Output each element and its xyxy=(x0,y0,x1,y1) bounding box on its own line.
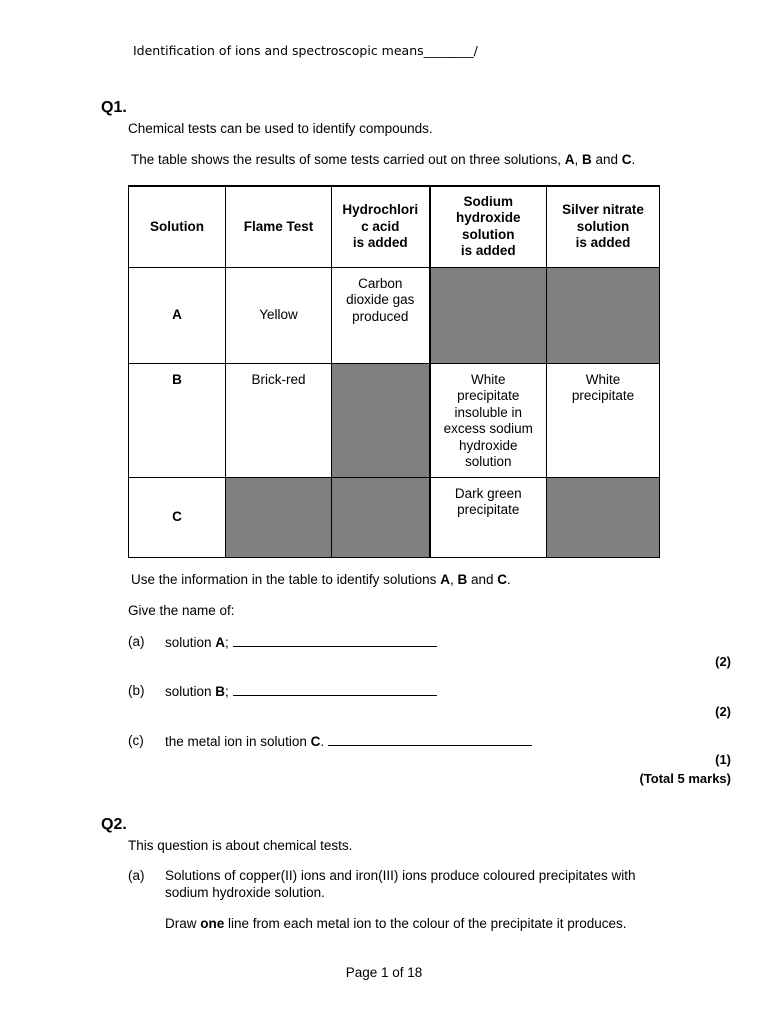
header-agno3-line-1: Silver nitrate xyxy=(562,202,644,217)
row-b-naoh xyxy=(430,363,547,477)
q2-instruction-post: line from each metal ion to the colour of the precipitate it produces. xyxy=(224,916,627,931)
answer-line-b[interactable] xyxy=(233,683,437,696)
q1-part-a-bold: A xyxy=(215,635,226,650)
row-b-naoh-line-3: insoluble in xyxy=(454,404,523,420)
row-b-naoh-line-2: precipitate xyxy=(457,388,520,403)
q1-part-c xyxy=(165,733,532,749)
header-hcl-line-2: c acid xyxy=(361,218,400,234)
row-b-hcl-shaded xyxy=(332,363,430,477)
q1-table-intro xyxy=(131,152,635,167)
q1-part-b-label: (b) xyxy=(128,683,145,698)
q1-part-a xyxy=(165,634,437,650)
header-solution: Solution xyxy=(129,186,226,267)
q1-part-b-post: ; xyxy=(225,684,229,699)
q2-instruction-bold: one xyxy=(200,916,225,931)
q1-part-a-marks: (2) xyxy=(715,654,731,669)
question-2-number: Q2. xyxy=(101,816,127,833)
q1-total-marks: (Total 5 marks) xyxy=(639,771,731,786)
table-header-row xyxy=(129,186,660,267)
document-header: Identification of ions and spectroscopic means________/ xyxy=(133,43,478,58)
q1-use-info-end: . xyxy=(506,572,511,587)
row-a-hcl-line-2: dioxide gas xyxy=(346,292,415,307)
q1-use-info xyxy=(131,572,511,587)
q1-table-intro-sep2: and xyxy=(591,152,622,167)
q1-part-c-post: . xyxy=(320,734,325,749)
q1-intro: Chemical tests can be used to identify compounds. xyxy=(128,121,433,136)
row-b-agno3-line-2: precipitate xyxy=(571,388,635,403)
table-row-a xyxy=(129,267,660,363)
header-flame-test: Flame Test xyxy=(226,186,332,267)
row-b-naoh-line-1: White xyxy=(470,371,506,387)
q1-part-b-marks: (2) xyxy=(715,704,731,719)
q1-use-info-b: B xyxy=(457,572,468,587)
q1-part-c-marks: (1) xyxy=(715,752,731,767)
q1-part-b-text: solution xyxy=(165,684,216,699)
q2-part-a-line-2: sodium hydroxide solution. xyxy=(165,885,325,900)
q1-give-name: Give the name of: xyxy=(128,603,235,618)
answer-line-a[interactable] xyxy=(233,634,437,647)
q1-use-info-text: Use the information in the table to identify solutions xyxy=(131,572,441,587)
q1-table-intro-sep1: , xyxy=(574,152,582,167)
row-c-naoh-line-1: Dark green xyxy=(454,485,522,501)
question-1-number: Q1. xyxy=(101,99,127,116)
header-naoh-line-3: solution xyxy=(462,226,515,242)
row-b-naoh-line-6: solution xyxy=(464,454,512,469)
header-naoh-line-4: is added xyxy=(460,243,516,259)
q1-part-c-bold: C xyxy=(310,734,321,749)
header-hcl-line-1: Hydrochlori xyxy=(342,202,419,217)
row-b-label: B xyxy=(129,363,226,477)
row-a-hcl-line-3: produced xyxy=(352,308,409,324)
q1-part-b-bold: B xyxy=(215,684,226,699)
q1-use-info-a: A xyxy=(440,572,450,587)
page-number: Page 1 of 18 xyxy=(345,965,423,980)
row-a-hcl-line-1: Carbon xyxy=(358,275,403,291)
header-agno3-line-3: is added xyxy=(575,235,631,250)
row-a-agno3-shaded xyxy=(547,267,660,363)
q1-use-info-sep2: and xyxy=(467,572,498,587)
q1-part-c-label: (c) xyxy=(128,733,144,748)
header-naoh-line-2: hydroxide xyxy=(455,210,521,226)
q1-table-intro-c: C xyxy=(621,152,632,167)
q1-table-intro-b: B xyxy=(582,152,592,167)
q2-intro: This question is about chemical tests. xyxy=(128,838,353,853)
q1-part-b xyxy=(165,683,437,699)
q1-use-info-c: C xyxy=(497,572,507,587)
row-a-hcl xyxy=(332,267,430,363)
q1-part-a-label: (a) xyxy=(128,634,145,649)
header-sodium-hydroxide xyxy=(430,186,547,267)
row-c-hcl-shaded xyxy=(332,477,430,557)
q1-table-intro-text: The table shows the results of some tests carried out on three solutions, xyxy=(131,152,565,167)
header-hcl-line-3: is added xyxy=(352,235,408,250)
row-c-naoh-line-2: precipitate xyxy=(457,502,520,517)
row-c-flame-shaded xyxy=(226,477,332,557)
header-agno3-line-2: solution xyxy=(576,218,630,234)
row-a-flame: Yellow xyxy=(226,267,332,363)
row-b-flame: Brick-red xyxy=(226,363,332,477)
row-c-label: C xyxy=(129,477,226,557)
header-hydrochloric-acid xyxy=(332,186,430,267)
row-b-agno3-line-1: White xyxy=(585,371,621,387)
row-b-naoh-line-5: hydroxide xyxy=(458,437,518,453)
row-a-naoh-shaded xyxy=(430,267,547,363)
q2-part-a-label: (a) xyxy=(128,868,145,883)
row-a-label: A xyxy=(129,267,226,363)
q1-part-a-post: ; xyxy=(225,635,229,650)
row-c-naoh xyxy=(430,477,547,557)
row-b-naoh-line-4: excess sodium xyxy=(443,421,533,436)
table-row-c xyxy=(129,477,660,557)
header-silver-nitrate xyxy=(547,186,660,267)
q2-part-a-line-1: Solutions of copper(II) ions and iron(III) ions produce coloured precipitates with xyxy=(165,868,636,883)
q1-part-a-text: solution xyxy=(165,635,216,650)
q1-part-c-text: the metal ion in solution xyxy=(165,734,311,749)
q1-use-info-sep1: , xyxy=(449,572,458,587)
q2-instruction-pre: Draw xyxy=(165,916,201,931)
q2-part-a-instruction xyxy=(165,916,627,931)
row-b-agno3 xyxy=(547,363,660,477)
results-table xyxy=(128,185,660,558)
q1-table-intro-a: A xyxy=(564,152,575,167)
header-naoh-line-1: Sodium xyxy=(463,193,513,209)
answer-line-c[interactable] xyxy=(328,733,532,746)
q1-table-intro-end: . xyxy=(631,152,636,167)
row-c-agno3-shaded xyxy=(547,477,660,557)
table-row-b xyxy=(129,363,660,477)
